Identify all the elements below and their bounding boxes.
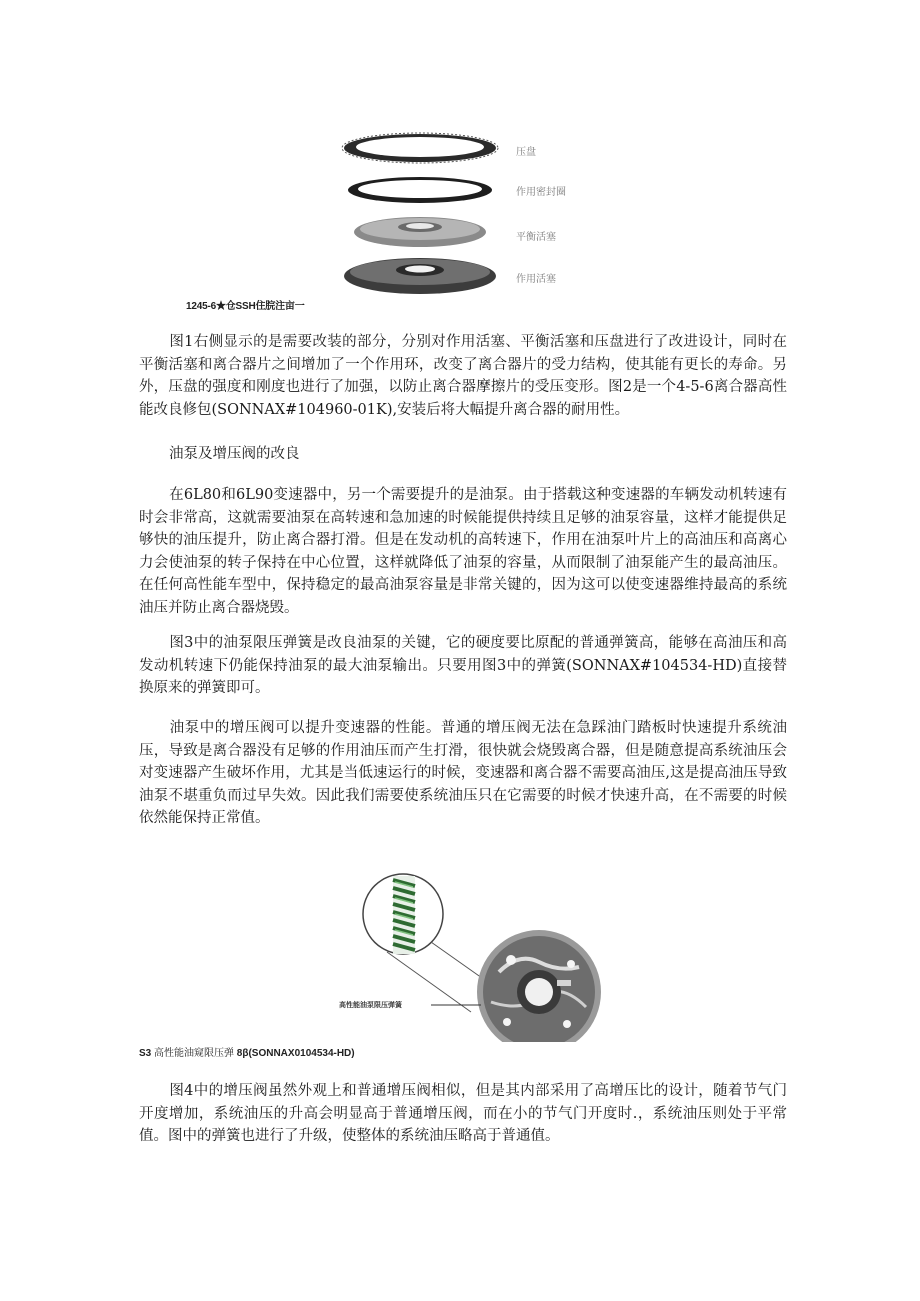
figure-3-caption-part: 8β(SONNAX0104534-HD) — [236, 1048, 355, 1059]
paragraph-3-text: 图3中的油泵限压弹簧是改良油泵的关键，它的硬度要比原配的普通弹簧高，能够在高油压和高发动机转速下仍能保持油泵的最大油泵输出。只要用图3中的弹簧(SONNAX#104534-HD)直接替换原来的弹簧即可。 — [139, 635, 787, 696]
paragraph-3 — [139, 632, 787, 700]
paragraph-1 — [139, 331, 787, 421]
paragraph-5 — [139, 1080, 787, 1148]
section-heading: 油泵及增压阀的改良 — [169, 446, 300, 462]
figure-3-caption-text: 高性能油窥限压弹 — [154, 1048, 235, 1059]
label-pressure-plate: 压盘 — [516, 147, 536, 158]
label-apply-piston: 作用活塞 — [516, 274, 556, 285]
figure-3-callout: 高性能油泵限压弹簧 — [339, 1001, 402, 1009]
label-balance-piston: 平衡活塞 — [516, 232, 556, 243]
spring-icon — [393, 876, 415, 954]
paragraph-4-text: 油泵中的增压阀可以提升变速器的性能。普通的增压阀无法在急踩油门踏板时快速提升系统油压，导致是离合器没有足够的作用油压而产生打滑，很快就会烧毁离合器，但是随意提高系统油压会对变速器产生破坏作用，尤其是当低速运行的时候，变速器和离合器不需要高油压,这是提高油压导致油泵不堪重负而过早失效。因此我们需要使系统油压只在它需要的时候才快速升高，在不需要的时候依然能保持正常值。 — [139, 720, 787, 826]
clutch-parts-illustration — [338, 128, 598, 298]
oil-pump-illustration — [331, 872, 611, 1042]
figure-3 — [331, 872, 611, 1042]
figure-1-caption: 1245-6★仓SSH住脘注亩一 — [186, 301, 305, 312]
paragraph-2-text: 在6L80和6L90变速器中，另一个需要提升的是油泵。由于搭载这种变速器的车辆发动机转速有时会非常高，这就需要油泵在高转速和急加速的时候能提供持续且足够的油泵容量，这样才能提供足够快的油压提升，防止离合器打滑。但是在发动机的高转速下，作用在油泵叶片上的高油压和高离心力会使油泵的转子保持在中心位置，这样就降低了油泵的容量，从而限制了油泵能产生的最高油压。在任何高性能车型中，保持稳定的最高油泵容量是非常关键的，因为这可以使变速器维持最高的系统油压并防止离合器烧毁。 — [139, 487, 787, 616]
paragraph-5-text: 图4中的增压阀虽然外观上和普通增压阀相似，但是其内部采用了高增压比的设计，随着节气门开度增加，系统油压的升高会明显高于普通增压阀，而在小的节气门开度时.，系统油压则处于平常值。图中的弹簧也进行了升级，使整体的系统油压略高于普通值。 — [139, 1083, 787, 1144]
figure-3-caption — [139, 1044, 355, 1059]
figure-1 — [338, 128, 598, 298]
paragraph-4 — [139, 717, 787, 830]
figure-3-caption-number: S3 — [139, 1048, 152, 1059]
label-apply-seal: 作用密封圈 — [516, 187, 566, 198]
paragraph-1-text: 图1右侧显示的是需要改装的部分，分别对作用活塞、平衡活塞和压盘进行了改进设计，同时在平衡活塞和离合器片之间增加了一个作用环，改变了离合器片的受力结构，使其能有更长的寿命。另外，压盘的强度和刚度也进行了加强，以防止离合器摩擦片的受压变形。图2是一个4-5-6离合器高性能改良修包(SONNAX#104960-01K),安装后将大幅提升离合器的耐用性。 — [139, 334, 787, 418]
paragraph-2 — [139, 484, 787, 619]
